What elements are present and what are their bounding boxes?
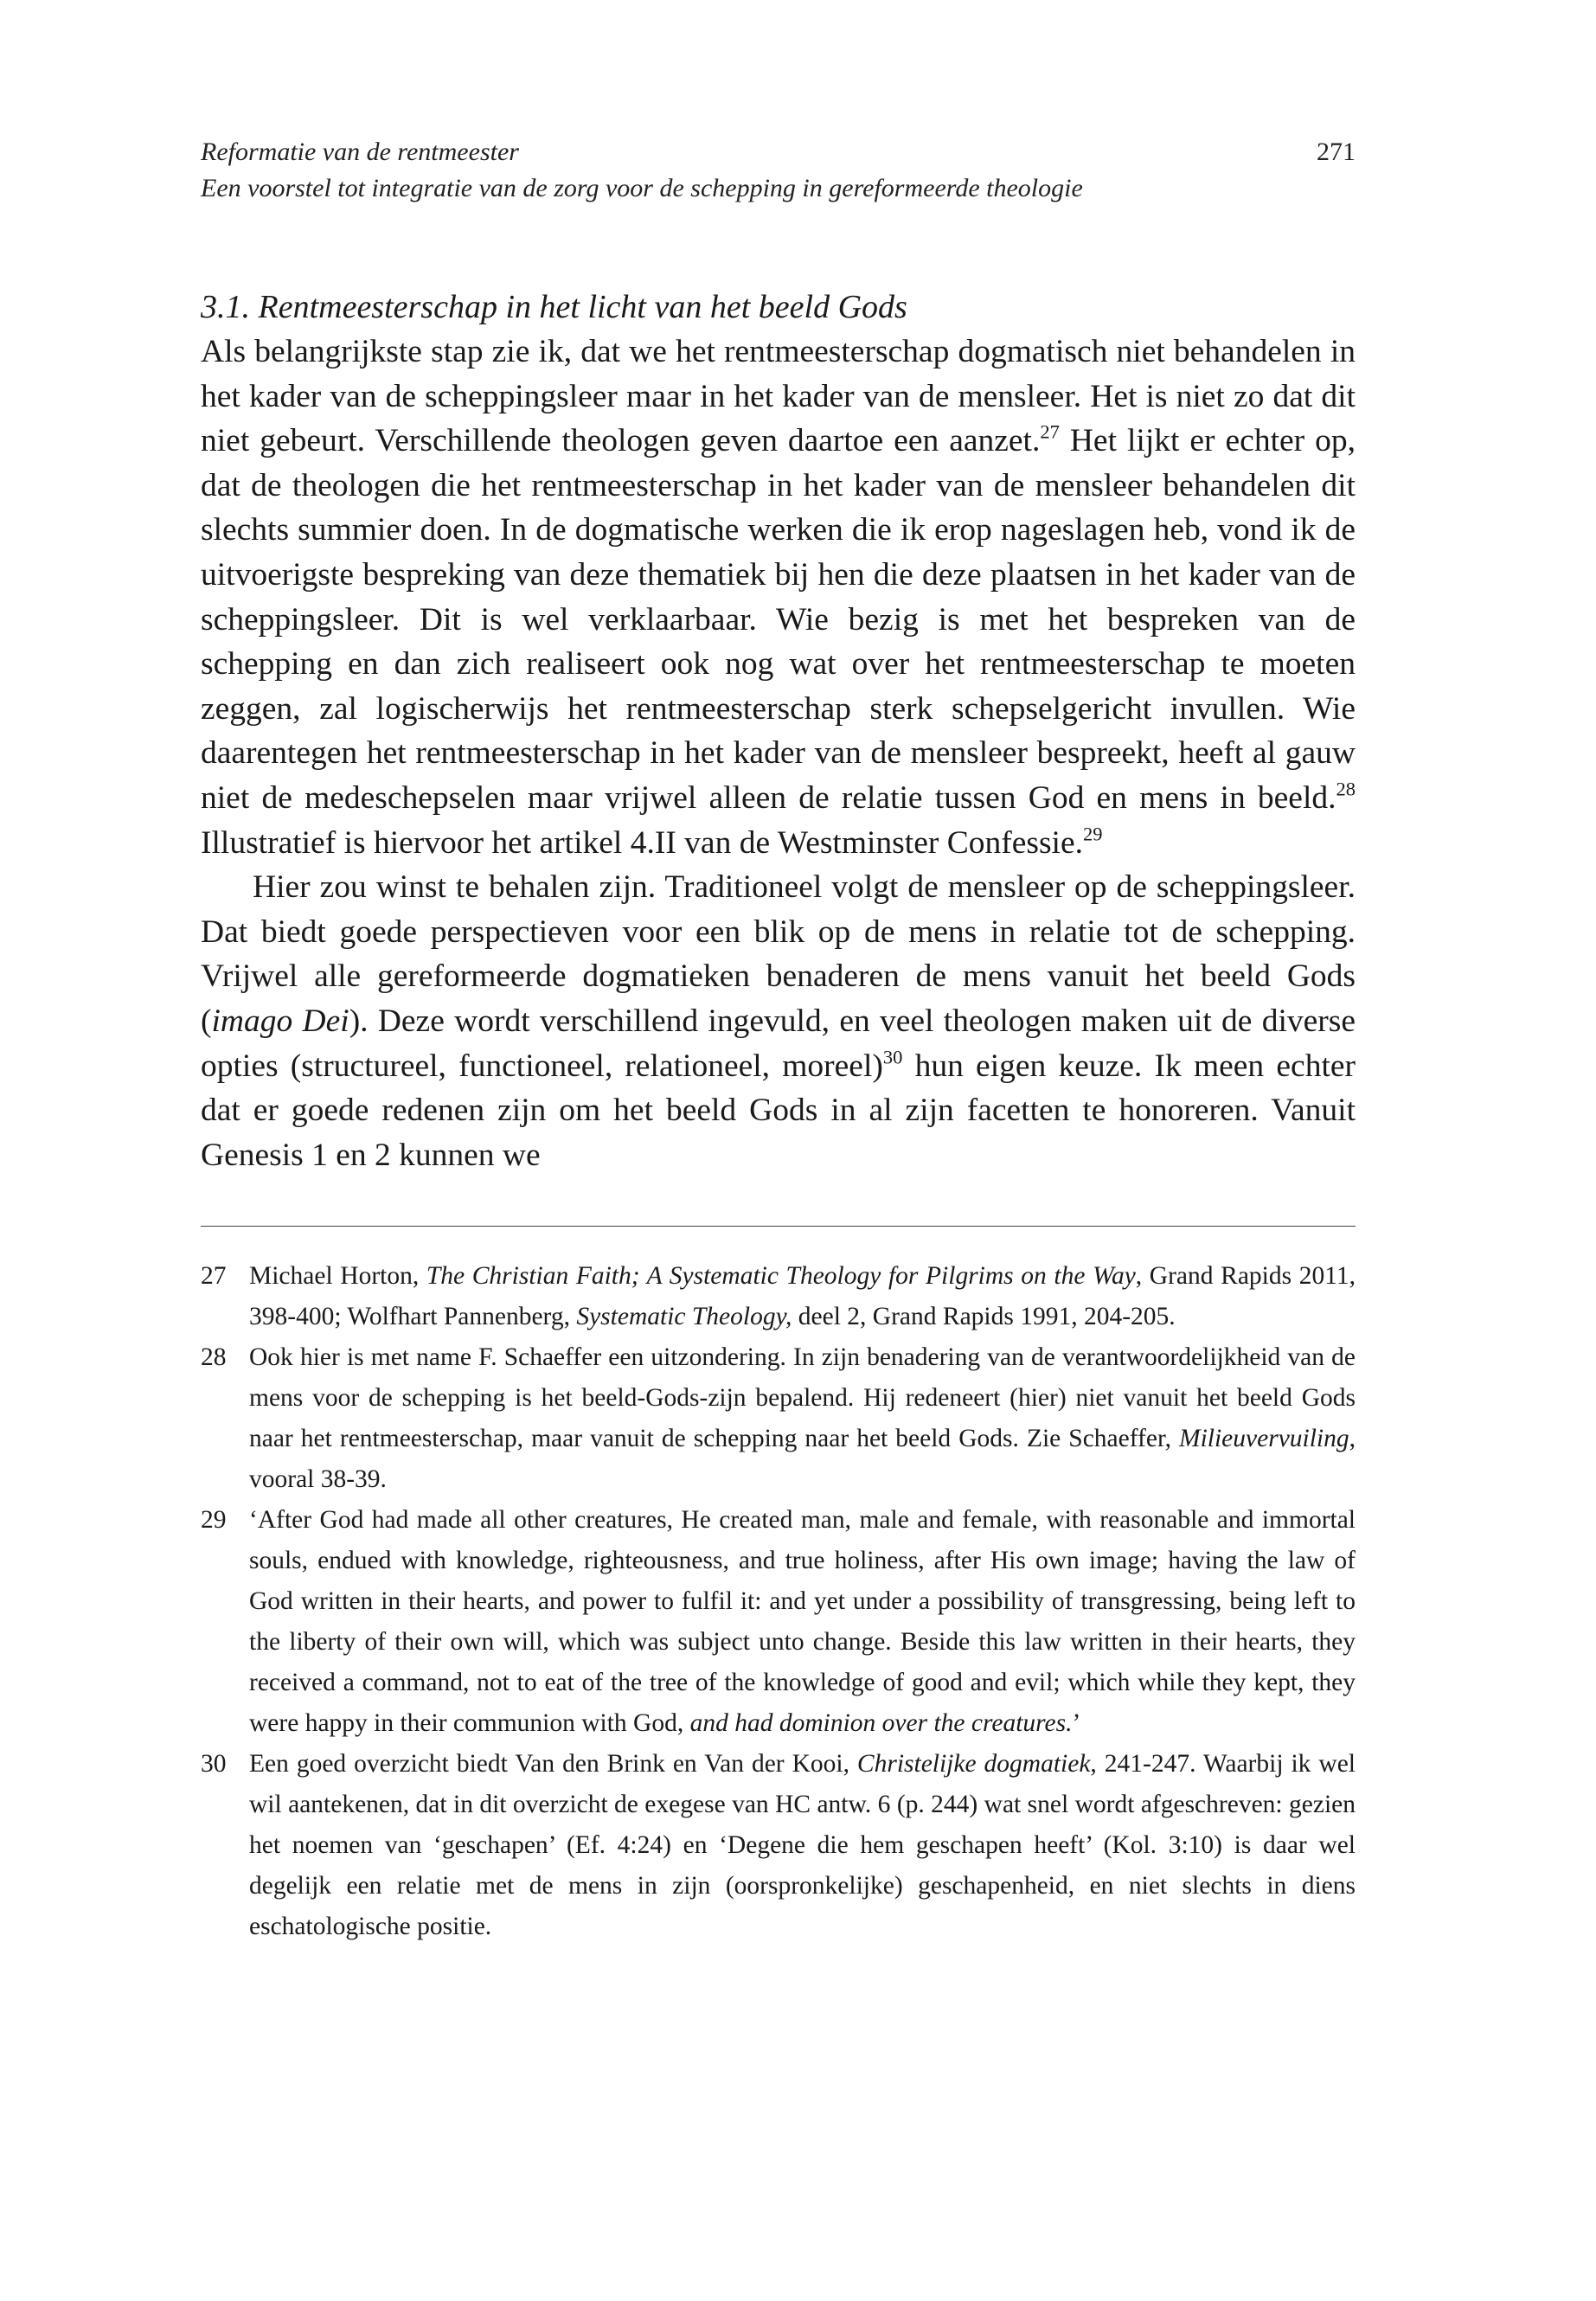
body-text — [201, 330, 1356, 1177]
running-header-subtitle: Een voorstel tot integratie van de zorg voor de schepping in gereformeerde theologie — [201, 174, 1083, 202]
footnote-ref-27: 27 — [1040, 420, 1060, 443]
footnote-28 — [201, 1337, 1356, 1500]
footnote-number: 28 — [201, 1343, 227, 1372]
paragraph-2-text-2: ). Deze wordt verschillend ingevuld, en veel theologen maken uit de diverse opties (structureel, functioneel, relationeel, moreel) — [201, 1003, 1356, 1084]
running-header-title: Reformatie van de rentmeester — [201, 138, 519, 166]
footnotes — [201, 1256, 1356, 1947]
footnote-title-italic: Milieuvervuiling — [1179, 1425, 1349, 1453]
footnote-number: 30 — [201, 1750, 227, 1779]
footnote-29 — [201, 1500, 1356, 1744]
footnote-text-part: ‘After God had made all other creatures, He created man, male and female, with reasonable and immortal souls, endued with knowledge, righteousness, and true holiness, after His own image; having the law of God written in their hearts, and power to fulfil it: and yet under a possibility of transgressing, being left to the liberty of their own will, which was subject unto change. Beside this law written in their hearts, they received a command, not to eat of the tree of the knowledge of good and evil; which while they kept, they were happy in their communion with God, — [249, 1506, 1356, 1738]
footnote-text-part: Ook hier is met name F. Schaeffer een uitzondering. In zijn benadering van de verantwoordelijkheid van de mens voor de schepping is het beeld-Gods-zijn bepalend. Hij redeneert (hier) niet vanuit het beeld Gods naar het rentmeesterschap, maar vanuit de schepping naar het beeld Gods. Zie Schaeffer, — [249, 1343, 1356, 1453]
footnote-text — [249, 1337, 1356, 1500]
paragraph-1 — [201, 330, 1356, 865]
footnote-number: 27 — [201, 1262, 227, 1291]
footnote-ref-30: 30 — [882, 1045, 903, 1067]
section-heading: 3.1. Rentmeesterschap in het licht van het beeld Gods — [201, 289, 907, 325]
footnote-divider — [201, 1226, 1356, 1227]
footnote-text — [249, 1256, 1356, 1337]
footnote-ref-28: 28 — [1336, 778, 1356, 800]
paragraph-1-text-3: Illustratief is hiervoor het artikel 4.II van de Westminster Confessie. — [201, 824, 1083, 861]
footnote-text-part: ’ — [1072, 1709, 1081, 1738]
paragraph-2 — [201, 865, 1356, 1177]
footnote-text-part: , 241-247. Waarbij ik wel wil aantekenen, dat in dit overzicht de exegese van HC antw. 6 (p. 244) wat snel wordt afgeschreven: gezien het noemen van ‘geschapen’ (Ef. 4:24) en ‘Degene die hem geschapen heeft’ (Kol. 3:10) is daar wel degelijk een relatie met de mens in zijn (oorspronkelijke) geschapenheid, en niet slechts in diens eschatologische positie. — [249, 1750, 1356, 1941]
footnote-text-part: Michael Horton, — [249, 1262, 426, 1291]
running-header — [201, 134, 1356, 207]
footnote-30 — [201, 1744, 1356, 1947]
footnote-text-part: Een goed overzicht biedt Van den Brink en Van der Kooi, — [249, 1750, 857, 1779]
footnote-text-part: deel 2, Grand Rapids 1991, 204-205. — [792, 1303, 1176, 1331]
footnote-text-part: , vooral 38-39. — [249, 1425, 1356, 1494]
footnote-title-italic: The Christian Faith; A Systematic Theology for Pilgrims on the Way — [426, 1262, 1136, 1291]
paragraph-2-text-1: Hier zou winst te behalen zijn. Traditioneel volgt de mensleer op de scheppingsleer. Dat biedt goede perspectieven voor een blik op de mens in relatie tot de schepping. Vrijwel alle gereformeerde dogmatieken benaderen de mens vanuit het beeld Gods ( — [201, 869, 1356, 1039]
footnote-quote-italic: and had dominion over the creatures. — [689, 1709, 1073, 1738]
paragraph-1-text-1: Als belangrijkste stap zie ik, dat we het rentmeesterschap dogmatisch niet behandelen in het kader van de scheppingsleer maar in het kader van de mensleer. Het is niet zo dat dit niet gebeurt. Verschillende theologen geven daartoe een aanzet. — [201, 334, 1356, 459]
footnote-text — [249, 1500, 1356, 1744]
footnote-number: 29 — [201, 1506, 227, 1535]
page-number: 271 — [1317, 138, 1356, 166]
footnote-text — [249, 1744, 1356, 1947]
footnote-title-italic: Systematic Theology, — [576, 1303, 792, 1331]
footnote-ref-29: 29 — [1082, 822, 1103, 844]
page — [201, 134, 1356, 1947]
paragraph-1-text-2: Het lijkt er echter op, dat de theologen die het rentmeesterschap in het kader van de mensleer behandelen dit slechts summier doen. In de dogmatische werken die ik erop nageslagen heb, vond ik de uitvoerigste bespreking van deze thematiek bij hen die deze plaatsen in het kader van de scheppingsleer. Dit is wel verklaarbaar. Wie bezig is met het bespreken van de schepping en dan zich realiseert ook nog wat over het rentmeesterschap te moeten zeggen, zal logischerwijs het rentmeesterschap sterk schepselgericht invullen. Wie daarentegen het rentmeesterschap in het kader van de mensleer bespreekt, heeft al gauw niet de medeschepselen maar vrijwel alleen de relatie tussen God en mens in beeld. — [201, 423, 1356, 816]
paragraph-2-italic: imago Dei — [211, 1003, 349, 1039]
footnote-27 — [201, 1256, 1356, 1337]
footnote-title-italic: Christelijke dogmatiek — [856, 1750, 1091, 1779]
paragraph-2-text-3: hun eigen keuze. Ik meen echter dat er goede redenen zijn om het beeld Gods in al zijn facetten te honoreren. Vanuit Genesis 1 en 2 kunnen we — [201, 1048, 1356, 1173]
footnote-text-part: , Grand Rapids 2011, 398-400; Wolfhart Pannenberg, — [249, 1262, 1356, 1331]
